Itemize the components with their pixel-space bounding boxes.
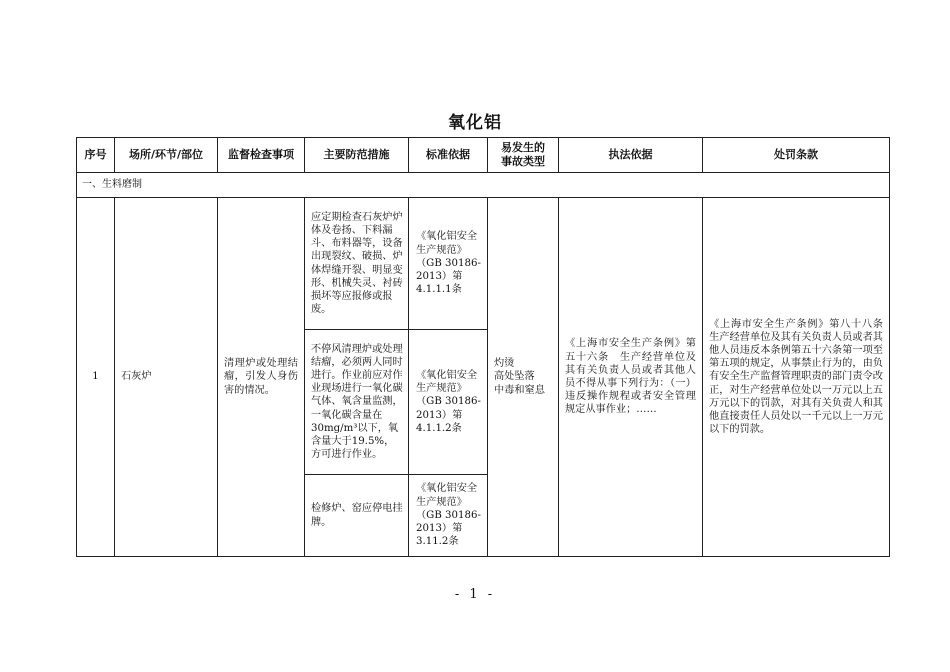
row-number: 1 bbox=[77, 198, 115, 557]
header-row bbox=[77, 138, 890, 173]
section-title: 一、生料磨制 bbox=[77, 173, 890, 198]
header-no: 序号 bbox=[77, 138, 115, 173]
row-place: 石灰炉 bbox=[115, 198, 218, 557]
section-row bbox=[77, 173, 890, 198]
header-inspect: 监督检查事项 bbox=[218, 138, 305, 173]
header-penalty: 处罚条款 bbox=[703, 138, 890, 173]
header-accident bbox=[488, 138, 559, 173]
table-row bbox=[77, 198, 890, 330]
accident-type-2: 高处坠落 bbox=[494, 371, 535, 383]
measure-cell-1: 应定期检查石灰炉炉体及卷扬、下料漏斗、布料器等，设备出现裂纹、破损、炉体焊缝开裂、明显变形、机械失灵、衬砖损坏等应报修或报废。 bbox=[305, 198, 409, 330]
accident-type-1: 灼烫 bbox=[494, 358, 515, 370]
row-law: 《上海市安全生产条例》第五十六条 生产经营单位及其有关负责人员或者其他人员不得从事下列行为：（一）违反操作规程或者安全管理规定从事作业；…… bbox=[559, 198, 703, 557]
header-standard: 标准依据 bbox=[409, 138, 488, 173]
page-number: - 1 - bbox=[454, 587, 496, 602]
row-accident bbox=[488, 198, 559, 557]
row-inspect: 清理炉或处理结瘤，引发人身伤害的情况。 bbox=[218, 198, 305, 557]
row-penalty: 《上海市安全生产条例》第八十八条 生产经营单位及其有关负责人员或者其他人员违反本条例第五十六条第一项至第五项的规定，从事禁止行为的，由负有安全生产监督管理职责的部门责令改正，对生产经营单位处以一万元以上五万元以下的罚款，对其有关负责人和其他直接责任人员处以一千元以上一万元以下的罚款。 bbox=[703, 198, 890, 557]
header-measures: 主要防范措施 bbox=[305, 138, 409, 173]
header-accident-line1: 易发生的 bbox=[501, 141, 545, 154]
measure-cell-2: 不停风清理炉或处理结瘤，必须两人同时进行。作业前应对作业现场进行一氧化碳气体、氧含量监测，一氧化碳含量在30mg/m³以下，氧含量大于19.5%，方可进行作业。 bbox=[305, 330, 409, 475]
header-law: 执法依据 bbox=[559, 138, 703, 173]
header-accident-line2: 事故类型 bbox=[501, 155, 545, 168]
accident-type-3: 中毒和窒息 bbox=[494, 384, 545, 396]
header-place: 场所/环节/部位 bbox=[115, 138, 218, 173]
measure-cell-3: 检修炉、窑应停电挂牌。 bbox=[305, 475, 409, 557]
regulation-table bbox=[76, 137, 894, 557]
standard-cell-2: 《氧化铝安全生产规范》（GB 30186-2013）第4.1.1.2条 bbox=[409, 330, 488, 475]
document-title: 氧化铝 bbox=[448, 113, 502, 133]
standard-cell-1: 《氧化铝安全生产规范》（GB 30186-2013）第4.1.1.1条 bbox=[409, 198, 488, 330]
standard-cell-3: 《氧化铝安全生产规范》（GB 30186-2013）第3.11.2条 bbox=[409, 475, 488, 557]
